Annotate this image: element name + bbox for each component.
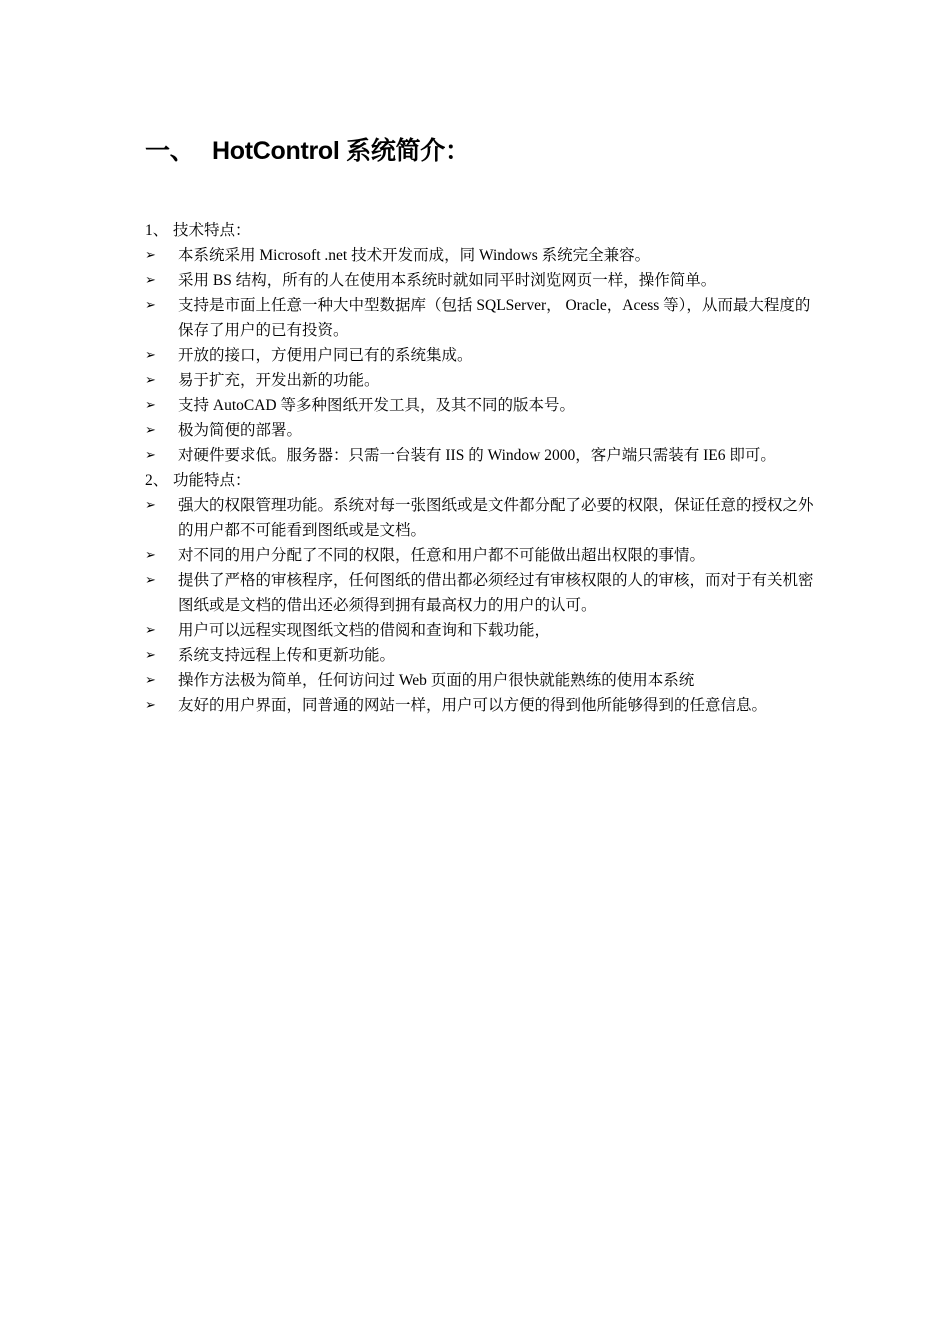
arrow-bullet-icon: ➢ [145, 423, 156, 438]
list-item [145, 668, 825, 693]
arrow-bullet-icon: ➢ [145, 373, 156, 388]
list-item-text: 强大的权限管理功能。系统对每一张图纸或是文件都分配了必要的权限，保证任意的授权之外的用户都不可能看到图纸或是文档。 [178, 497, 814, 539]
list-item [145, 618, 825, 643]
list-item-text: 支持 AutoCAD 等多种图纸开发工具，及其不同的版本号。 [178, 397, 575, 414]
arrow-bullet-icon: ➢ [145, 573, 156, 588]
list-item [145, 643, 825, 668]
list-item [145, 268, 825, 293]
section-title-technical [145, 218, 825, 243]
list-item-text: 支持是市面上任意一种大中型数据库（包括 SQLServer， Oracle，Acess 等），从而最大程度的保存了用户的已有投资。 [178, 297, 811, 339]
arrow-bullet-icon: ➢ [145, 448, 156, 463]
list-item-text: 采用 BS 结构，所有的人在使用本系统时就如同平时浏览网页一样，操作简单。 [178, 272, 717, 289]
list-item [145, 393, 825, 418]
list-item-text: 友好的用户界面，同普通的网站一样，用户可以方便的得到他所能够得到的任意信息。 [178, 697, 768, 714]
list-item-text: 提供了严格的审核程序，任何图纸的借出都必须经过有审核权限的人的审核，而对于有关机密图纸或是文档的借出还必须得到拥有最高权力的用户的认可。 [178, 572, 814, 614]
list-item-text: 用户可以远程实现图纸文档的借阅和查询和下载功能， [178, 622, 551, 639]
section-number: 1、 [145, 222, 169, 239]
arrow-bullet-icon: ➢ [145, 548, 156, 563]
list-item-text: 开放的接口，方便用户同已有的系统集成。 [178, 347, 473, 364]
arrow-bullet-icon: ➢ [145, 398, 156, 413]
list-item-text: 操作方法极为简单，任何访问过 Web 页面的用户很快就能熟练的使用本系统 [178, 672, 695, 689]
list-item [145, 568, 825, 618]
list-item-text: 极为简便的部署。 [178, 422, 303, 439]
arrow-bullet-icon: ➢ [145, 273, 156, 288]
section-title-text: 技术特点： [173, 222, 251, 239]
list-item [145, 418, 825, 443]
arrow-bullet-icon: ➢ [145, 248, 156, 263]
list-item [145, 693, 825, 718]
list-item-text: 本系统采用 Microsoft .net 技术开发而成，同 Windows 系统完全兼容。 [178, 247, 651, 264]
arrow-bullet-icon: ➢ [145, 673, 156, 688]
list-item [145, 243, 825, 268]
section-number: 2、 [145, 472, 169, 489]
list-item-text: 对硬件要求低。服务器：只需一台装有 IIS 的 Window 2000，客户端只需装有 IE6 即可。 [178, 447, 776, 464]
list-item-text: 系统支持远程上传和更新功能。 [178, 647, 396, 664]
section-title-functional [145, 468, 825, 493]
list-item [145, 293, 825, 343]
list-item [145, 543, 825, 568]
document-body [145, 218, 825, 718]
heading-title: HotControl 系统简介： [212, 137, 470, 165]
list-item [145, 443, 825, 468]
arrow-bullet-icon: ➢ [145, 348, 156, 363]
arrow-bullet-icon: ➢ [145, 623, 156, 638]
arrow-bullet-icon: ➢ [145, 648, 156, 663]
list-item [145, 493, 825, 543]
list-item [145, 368, 825, 393]
arrow-bullet-icon: ➢ [145, 298, 156, 313]
list-item-text: 对不同的用户分配了不同的权限，任意和用户都不可能做出超出权限的事情。 [178, 547, 706, 564]
list-item-text: 易于扩充，开发出新的功能。 [178, 372, 380, 389]
document-heading [145, 134, 470, 168]
heading-number: 一、 [145, 137, 195, 165]
section-title-text: 功能特点： [173, 472, 251, 489]
arrow-bullet-icon: ➢ [145, 498, 156, 513]
arrow-bullet-icon: ➢ [145, 698, 156, 713]
list-item [145, 343, 825, 368]
